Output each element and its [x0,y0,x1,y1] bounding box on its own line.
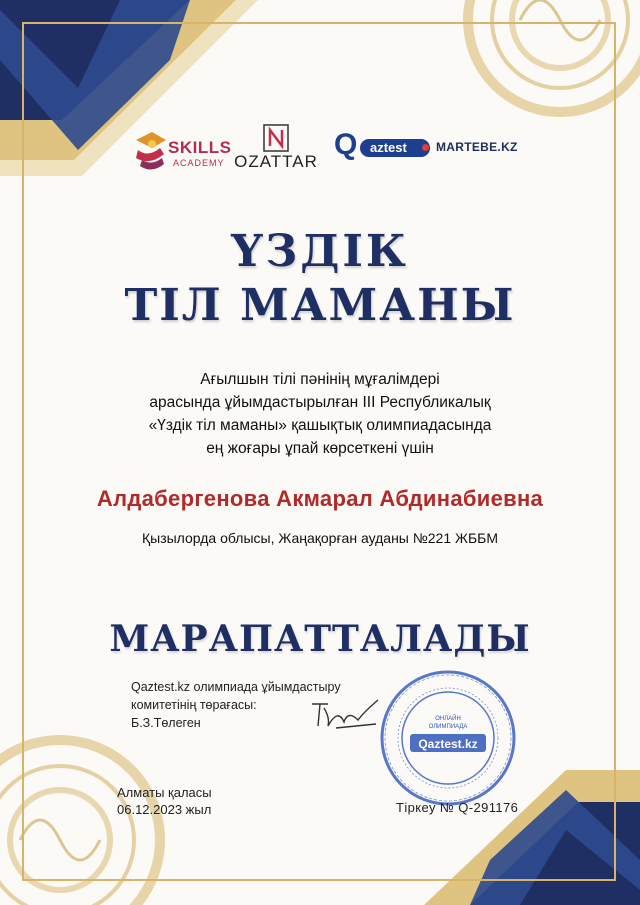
certificate-title-line1: ҮЗДІК [231,226,409,277]
stamp-center-line2: ОЛИМПИАДА [428,724,468,730]
ozattar-icon [263,124,289,152]
ozattar-logo [234,124,318,186]
issue-date: 06.12.2023 жыл [117,802,212,817]
qaztest-logo [334,128,434,166]
logos-row [0,124,640,188]
description-line: Ағылшын тілі пәнінің мұғалімдері [200,371,440,388]
certificate-title-line2: ТІЛ МАМАНЫ [124,280,516,331]
stamp-brand: Qaztest.kz [418,737,478,751]
ozattar-logo-text: OZATTAR [234,152,318,171]
skills-academy-logo [132,130,232,182]
academy-logo-text: ACADEMY [173,158,225,168]
registration-number: Тіркеу № Q-291176 [396,800,519,815]
martebe-logo: MARTEBE.KZ [436,140,518,154]
signature [306,694,386,736]
description-line: ең жоғары ұпай көрсеткені үшін [206,440,434,457]
certificate-description [60,368,580,460]
committee-line: комитетінің төрағасы: [131,698,257,712]
skills-logo-text: SKILLS [168,138,232,157]
qaztest-logo-q: Q [334,128,358,161]
committee-line: Qaztest.kz олимпиада ұйымдастыру [131,680,341,694]
award-heading: МАРАПАТТАЛАДЫ [109,618,531,660]
skills-academy-icon [132,130,172,174]
recipient-school: Қызылорда облысы, Жаңақорған ауданы №221 ЖББМ [141,530,498,546]
recipient-name: Алдабергенова Акмарал Абдинабиевна [96,486,544,511]
description-line: «Үздік тіл маманы» қашықтық олимпиадасында [148,417,492,434]
qaztest-logo-text: aztest [370,140,407,155]
issue-place-date [117,784,212,818]
official-stamp [378,668,518,808]
description-line: арасында ұйымдастырылған III Республикалық [149,394,491,411]
qaztest-logo-pill [360,139,430,157]
qaztest-logo-dot [422,144,429,151]
committee-chair-name: Б.З.Төлеген [131,716,201,730]
stamp-center-line1: ОНЛАЙН [435,716,461,722]
issue-city: Алматы қаласы [117,785,212,800]
